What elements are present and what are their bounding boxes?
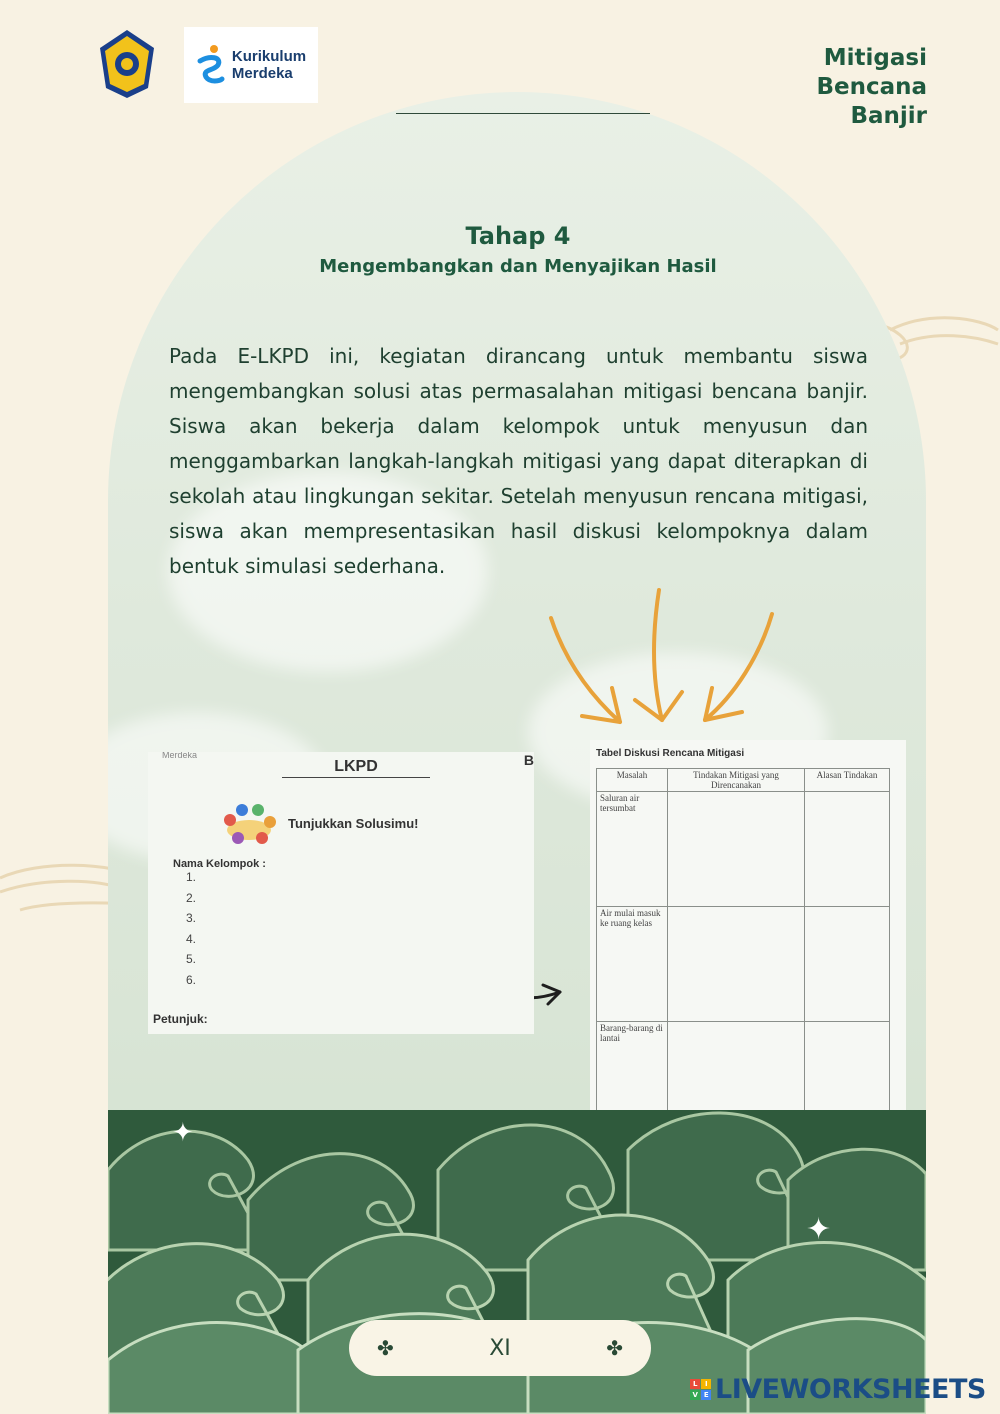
watermark-text: LIVEWORKSHEETS	[715, 1374, 986, 1405]
member-item: 5.	[186, 952, 197, 967]
ornament-left-icon: ✤	[377, 1336, 394, 1360]
group-name-label: Nama Kelompok :	[173, 858, 266, 870]
sparkle-icon: ✦	[172, 1118, 194, 1148]
column-header: Masalah	[597, 769, 668, 792]
topic-line-2: Bencana	[816, 74, 927, 100]
stage-subtitle: Mengembangkan dan Menyajikan Hasil	[319, 256, 717, 277]
member-item: 6.	[186, 972, 197, 987]
table-cell[interactable]	[668, 907, 805, 1022]
ornament-right-icon: ✤	[606, 1336, 623, 1360]
table-cell[interactable]	[805, 792, 890, 907]
discussion-table-preview	[590, 740, 906, 1130]
logo-letter: E	[701, 1390, 711, 1400]
column-header: Alasan Tindakan	[805, 769, 890, 792]
table-cell[interactable]	[805, 907, 890, 1022]
intro-paragraph: Pada E-LKPD ini, kegiatan dirancang untuk membantu siswa mengembangkan solusi atas permasalahan mitigasi bencana banjir. Siswa akan bekerja dalam kelompok untuk menyusun dan menggambarkan langkah-langkah mitigasi yang dapat diterapkan di sekolah atau lingkungan sekitar. Setelah menyusun rencana mitigasi, siswa akan mempresentasikan hasil diskusi kelompoknya dalam bentuk simulasi sederhana.	[169, 344, 868, 578]
logo-letter: L	[690, 1379, 700, 1389]
table-cell: Air mulai masuk ke ruang kelas	[597, 907, 668, 1022]
table-row	[597, 907, 890, 1022]
lkpd-top-mark: Merdeka	[162, 752, 198, 760]
lkpd-corner-letter: B	[523, 752, 534, 768]
topic-line-1: Mitigasi	[823, 45, 927, 71]
table-title: Tabel Diskusi Rencana Mitigasi	[596, 748, 745, 759]
logo-letter: I	[701, 1379, 711, 1389]
table-row	[597, 792, 890, 907]
member-item: 2.	[186, 890, 197, 905]
stage-title: Tahap 4	[465, 222, 571, 250]
instructions-label: Petunjuk:	[153, 1012, 208, 1026]
logo-line-1: Kurikulum	[231, 48, 307, 65]
lkpd-heading: Tunjukkan Solusimu!	[288, 816, 419, 831]
lkpd-preview-card	[148, 752, 534, 1034]
member-item: 1.	[186, 870, 197, 884]
mitigation-plan-table	[596, 768, 890, 1137]
sparkle-icon: ✦	[806, 1212, 832, 1247]
table-cell: Barang-barang di lantai	[597, 1022, 668, 1137]
page-number-pill	[349, 1320, 651, 1376]
topic-line-3: Banjir	[850, 103, 927, 129]
students-group-illustration-icon	[218, 798, 280, 846]
page-number: XI	[489, 1335, 511, 1361]
liveworksheets-watermark	[690, 1374, 986, 1405]
column-header: Tindakan Mitigasi yang Direncanakan	[668, 769, 805, 792]
table-cell[interactable]	[668, 792, 805, 907]
logo-letter: V	[690, 1390, 700, 1400]
member-item: 3.	[186, 911, 197, 926]
liveworksheets-logo-icon	[690, 1379, 711, 1400]
logo-line-2: Merdeka	[231, 65, 293, 82]
lkpd-title: LKPD	[282, 758, 430, 778]
table-cell: Saluran air tersumbat	[597, 792, 668, 907]
member-item: 4.	[186, 931, 197, 946]
